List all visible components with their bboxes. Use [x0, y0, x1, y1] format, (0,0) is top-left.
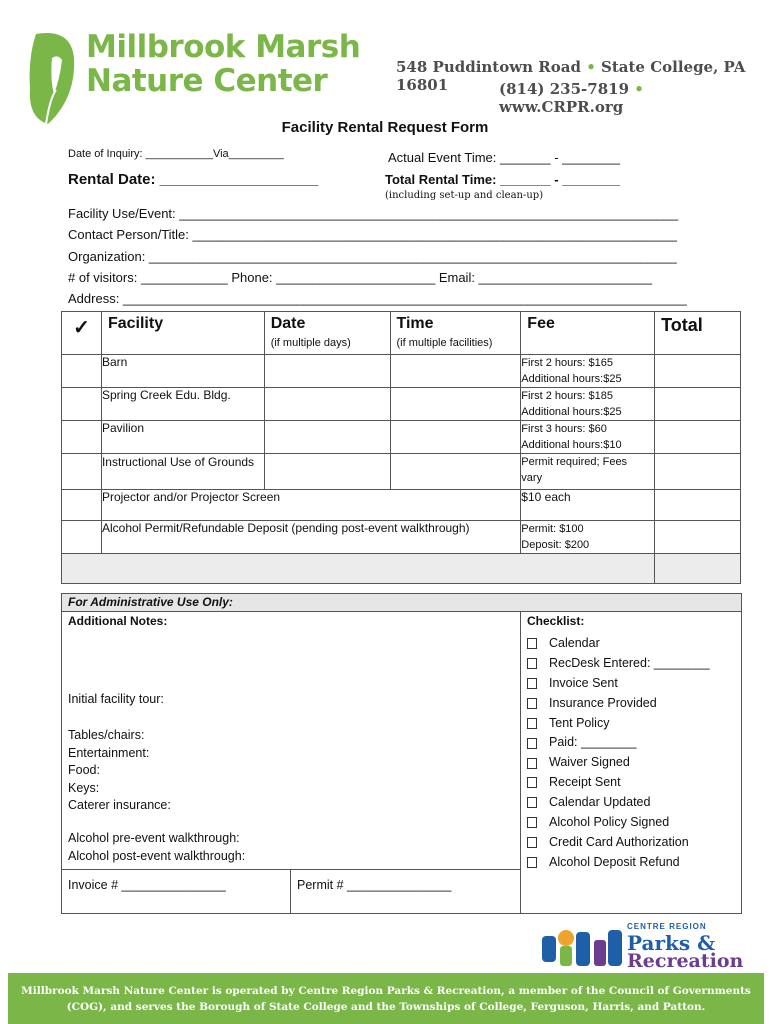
tables-chairs-label: Tables/chairs:	[68, 728, 145, 742]
grand-total-cell[interactable]	[655, 554, 741, 584]
crpr-logo-line1: CENTRE REGION	[627, 922, 707, 931]
crpr-logo	[540, 920, 765, 972]
time-subheader: (if multiple facilities)	[396, 337, 493, 349]
fee-cell: First 3 hours: $60 Additional hours:$10	[521, 421, 655, 454]
brand-name-line1: Millbrook Marsh	[86, 29, 361, 65]
facility-cell: Instructional Use of Grounds	[101, 454, 264, 490]
facility-cell: Spring Creek Edu. Bldg.	[101, 388, 264, 421]
checkbox[interactable]	[527, 738, 537, 749]
entertainment-label: Entertainment:	[68, 745, 150, 760]
total-cell[interactable]	[655, 421, 741, 454]
facility-use-field[interactable]: Facility Use/Event: _____________________________________________________________________	[68, 206, 679, 221]
checkbox[interactable]	[527, 758, 537, 769]
footer-banner	[8, 973, 764, 1024]
check-column-header: ✓	[62, 312, 102, 355]
checkbox[interactable]	[527, 797, 537, 808]
checklist-item[interactable]: RecDesk Entered: ________	[527, 656, 710, 676]
checklist-item[interactable]: Receipt Sent	[527, 775, 710, 795]
post-event-walkthrough-label: Alcohol post-event walkthrough:	[68, 848, 246, 863]
date-cell[interactable]	[264, 388, 390, 421]
fee-cell: Permit required; Fees vary	[521, 454, 655, 490]
admin-heading: For Administrative Use Only:	[62, 594, 741, 612]
time-cell[interactable]	[390, 421, 521, 454]
facility-tour-label: Initial facility tour:	[68, 692, 164, 706]
millbrook-leaf-bird-logo	[26, 28, 78, 126]
checklist-item[interactable]: Credit Card Authorization	[527, 835, 710, 855]
total-cell[interactable]	[655, 388, 741, 421]
date-of-inquiry-field[interactable]: Date of Inquiry: ___________Via_________	[68, 148, 284, 160]
facility-cell: Alcohol Permit/Refundable Deposit (pending post-event walkthrough)	[101, 521, 520, 554]
form-title: Facility Rental Request Form	[281, 119, 489, 136]
check-cell[interactable]	[62, 388, 102, 421]
total-cell[interactable]	[655, 355, 741, 388]
grand-total-label-cell	[62, 554, 655, 584]
contact-person-field[interactable]: Contact Person/Title: ___________________________________________________________________	[68, 227, 677, 242]
checkbox[interactable]	[527, 678, 537, 689]
divider	[290, 870, 291, 914]
including-note: (including set-up and clean-up)	[385, 190, 544, 201]
checkbox[interactable]	[527, 718, 537, 729]
check-cell[interactable]	[62, 454, 102, 490]
footer-line1: Millbrook Marsh Nature Center is operated by Centre Region Parks & Recreation, a member of the Council of Governments	[21, 985, 751, 997]
table-row	[62, 388, 741, 421]
phone-number: (814) 235-7819	[499, 80, 630, 98]
fee-cell: Permit: $100 Deposit: $200	[521, 521, 655, 554]
checkbox[interactable]	[527, 777, 537, 788]
admin-notes-panel	[62, 612, 521, 913]
checklist	[527, 636, 710, 875]
checklist-item[interactable]: Paid: ________	[527, 735, 710, 755]
footer-line2: (COG), and serves the Borough of State College and the Townships of College, Ferguson, Harris, and Patton.	[66, 1001, 706, 1013]
crpr-figures-icon	[540, 926, 624, 972]
time-column-header: Time (if multiple facilities)	[390, 312, 521, 355]
time-cell[interactable]	[390, 454, 521, 490]
date-cell[interactable]	[264, 355, 390, 388]
address-field[interactable]: Address: ______________________________________________________________________________	[68, 291, 687, 306]
rental-date-field[interactable]: Rental Date: ___________________	[68, 171, 319, 188]
checklist-label: Checklist:	[527, 614, 585, 628]
crpr-logo-line3: Recreation	[627, 950, 744, 972]
actual-event-time-field[interactable]: Actual Event Time: _______ - ________	[388, 150, 620, 165]
fee-cell: First 2 hours: $185 Additional hours:$25	[521, 388, 655, 421]
checkbox[interactable]	[527, 698, 537, 709]
grand-total-row	[62, 554, 741, 584]
checkbox[interactable]	[527, 658, 537, 669]
organization-field[interactable]: Organization: _________________________________________________________________________	[68, 249, 677, 264]
facility-cell: Barn	[101, 355, 264, 388]
checkbox[interactable]	[527, 638, 537, 649]
checkbox[interactable]	[527, 857, 537, 868]
total-cell[interactable]	[655, 490, 741, 521]
food-label: Food:	[68, 763, 100, 777]
total-column-header: Total	[655, 312, 741, 355]
street-address: 548 Puddintown Road	[396, 58, 581, 76]
checkbox[interactable]	[527, 817, 537, 828]
additional-notes-label: Additional Notes:	[68, 614, 168, 628]
facility-cell: Pavilion	[101, 421, 264, 454]
admin-details-list	[68, 727, 171, 815]
date-cell[interactable]	[264, 421, 390, 454]
crpr-logo-line2: Parks &	[627, 931, 716, 955]
visitors-phone-email-field[interactable]: # of visitors: ____________ Phone: ______________________ Email: ________________________	[68, 270, 653, 285]
city-state: State College, PA 16801	[396, 58, 746, 94]
check-cell[interactable]	[62, 421, 102, 454]
table-row	[62, 454, 741, 490]
bullet: •	[634, 80, 644, 98]
checklist-item[interactable]: Alcohol Policy Signed	[527, 815, 710, 835]
facility-cell: Projector and/or Projector Screen	[101, 490, 520, 521]
walkthrough-list	[68, 830, 245, 865]
time-cell[interactable]	[390, 355, 521, 388]
fee-cell: $10 each	[521, 490, 655, 521]
facility-table	[61, 311, 741, 584]
total-rental-time-field[interactable]: Total Rental Time: _______ - ________	[385, 172, 621, 187]
website-link[interactable]: www.CRPR.org	[499, 98, 624, 116]
bullet: •	[586, 58, 596, 76]
check-cell[interactable]	[62, 521, 102, 554]
pre-event-walkthrough-label: Alcohol pre-event walkthrough:	[68, 831, 240, 845]
checklist-item[interactable]: Invoice Sent	[527, 676, 710, 696]
permit-number-field[interactable]: Permit # _______________	[297, 878, 452, 892]
checklist-item[interactable]: Tent Policy	[527, 716, 710, 736]
brand-name-line2: Nature Center	[86, 63, 328, 99]
table-row	[62, 355, 741, 388]
time-cell[interactable]	[390, 388, 521, 421]
facility-column-header: Facility	[101, 312, 264, 355]
invoice-permit-row	[62, 869, 520, 914]
table-row	[62, 421, 741, 454]
total-cell[interactable]	[655, 454, 741, 490]
admin-section	[61, 593, 742, 914]
table-row	[62, 490, 741, 521]
keys-label: Keys:	[68, 780, 100, 795]
total-cell[interactable]	[655, 521, 741, 554]
check-cell[interactable]	[62, 490, 102, 521]
date-column-header: Date (if multiple days)	[264, 312, 390, 355]
checklist-item[interactable]: Waiver Signed	[527, 755, 710, 775]
checkbox[interactable]	[527, 837, 537, 848]
fee-column-header: Fee	[521, 312, 655, 355]
fee-cell: First 2 hours: $165 Additional hours:$25	[521, 355, 655, 388]
caterer-insurance-label: Caterer insurance:	[68, 798, 171, 812]
checklist-item[interactable]: Calendar Updated	[527, 795, 710, 815]
date-subheader: (if multiple days)	[270, 337, 351, 349]
checklist-item[interactable]: Insurance Provided	[527, 696, 710, 716]
checklist-item[interactable]: Calendar	[527, 636, 710, 656]
table-header-row	[62, 312, 741, 355]
table-row	[62, 521, 741, 554]
date-cell[interactable]	[264, 454, 390, 490]
check-cell[interactable]	[62, 355, 102, 388]
checklist-item[interactable]: Alcohol Deposit Refund	[527, 855, 710, 875]
contact-line	[499, 80, 770, 116]
invoice-number-field[interactable]: Invoice # _______________	[68, 878, 226, 892]
